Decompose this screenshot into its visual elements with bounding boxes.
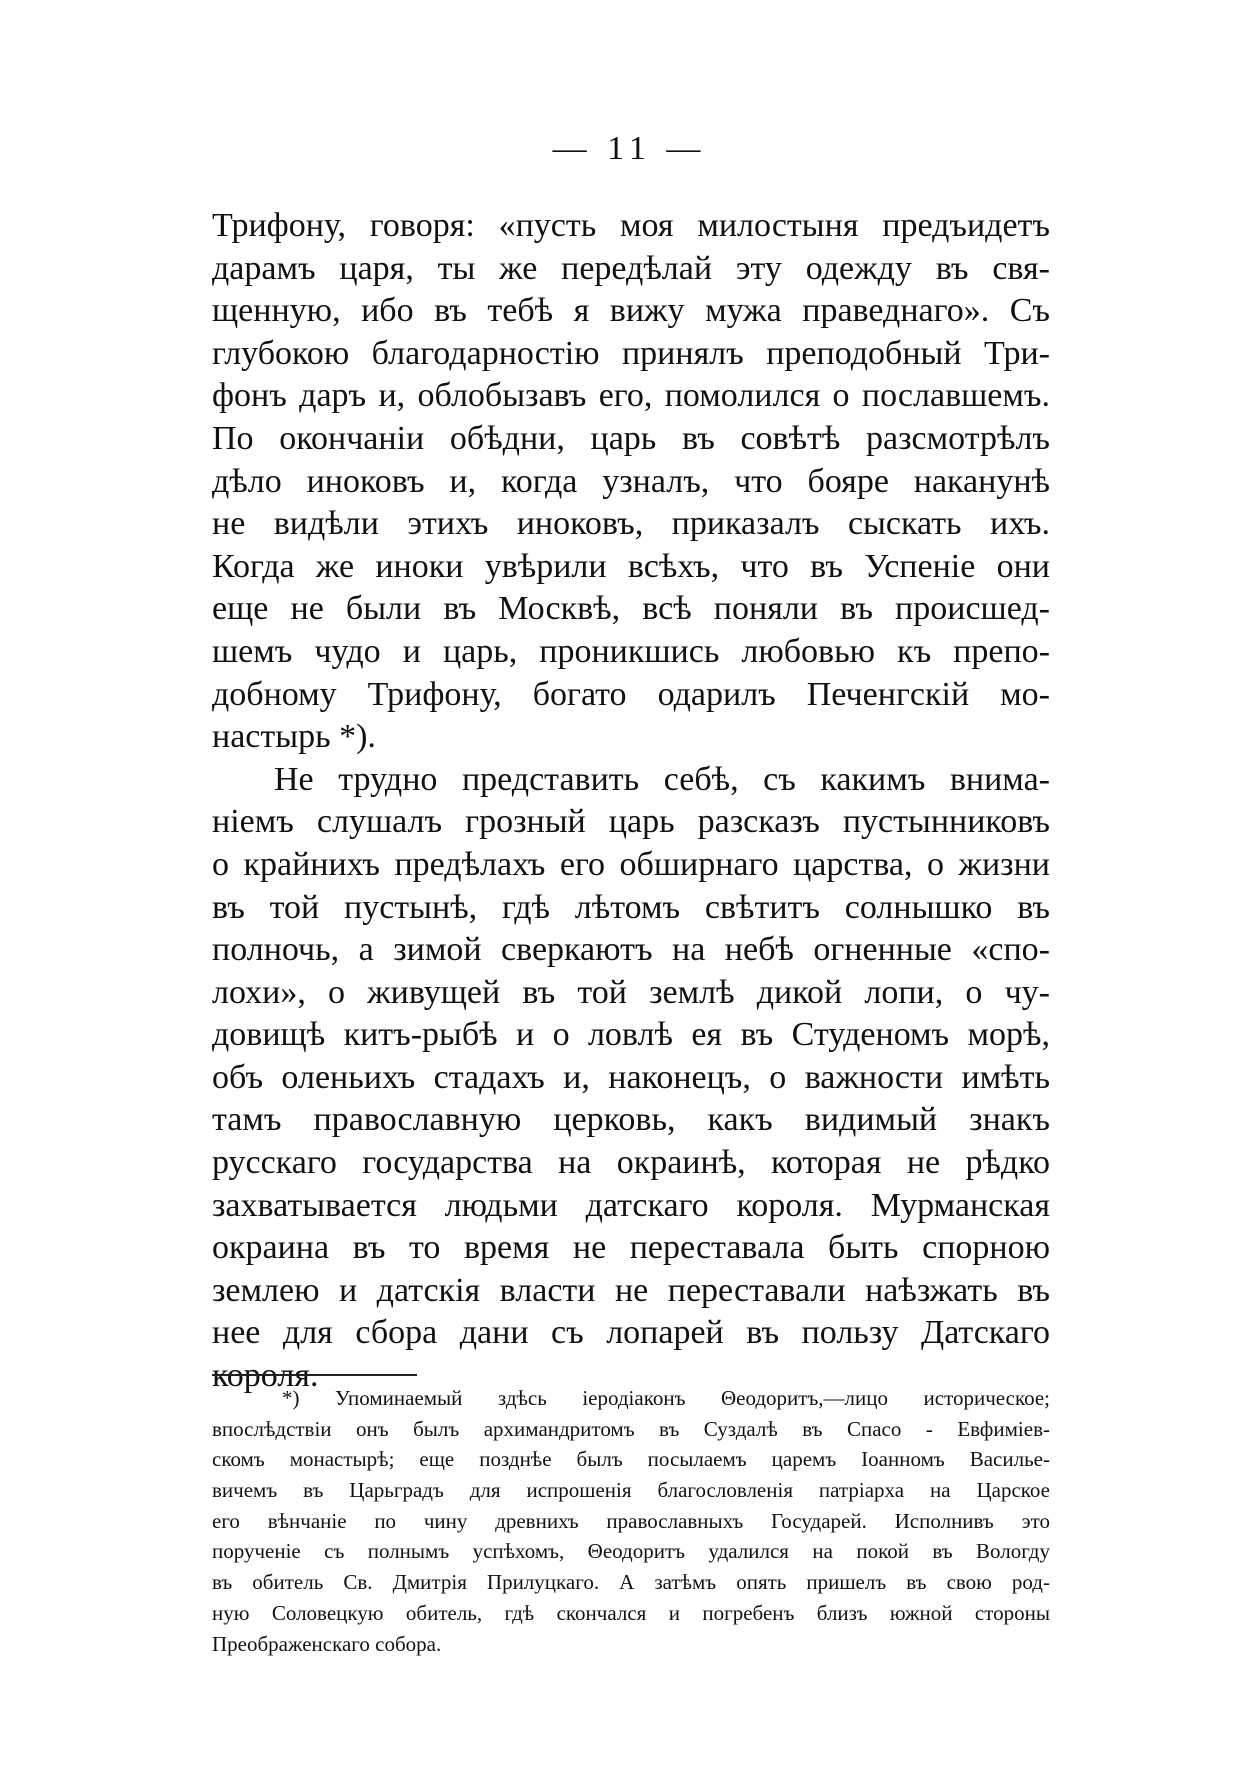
- text-line: настырь *).: [212, 718, 376, 756]
- footnote-line: ную Соловецкую обитель, гдѣ скончался и погребенъ близъ южной стороны: [212, 1600, 1050, 1625]
- text-line: ніемъ слушалъ грозный царь разсказъ пустынниковъ: [212, 803, 1050, 841]
- text-line: довищѣ китъ-рыбѣ и о ловлѣ ея въ Студеномъ морѣ,: [212, 1016, 1050, 1054]
- text-line: о крайнихъ предѣлахъ его обширнаго царства, о жизни: [212, 845, 1050, 883]
- footnote-line: скомъ монастырѣ; еще позднѣе былъ посылаемъ царемъ Іоанномъ Василье-: [212, 1447, 1050, 1472]
- footnote-line: *) Упоминаемый здѣсь іеродіаконъ Θеодоритъ,—лицо историческое;: [282, 1386, 1050, 1410]
- page-number: — 11 —: [552, 130, 707, 167]
- footnote-line: въ обитель Св. Дмитрія Прилуцкаго. А затѣмъ опять пришелъ въ свою род-: [212, 1570, 1050, 1595]
- text-line: Не трудно представить себѣ, съ какимъ внима-: [274, 760, 1050, 798]
- text-line: тамъ православную церковь, какъ видимый знакъ: [212, 1101, 1050, 1139]
- text-line: землею и датскія власти не переставали наѣзжать въ: [212, 1271, 1050, 1309]
- footnote-line: Преображенскаго собора.: [212, 1631, 442, 1656]
- text-line: По окончаніи обѣдни, царь въ совѣтѣ разсмотрѣлъ: [212, 419, 1050, 457]
- footnote: [212, 1383, 1050, 1659]
- text-line: еще не были въ Москвѣ, всѣ поняли въ происшед-: [212, 590, 1050, 628]
- text-line: Когда же иноки увѣрили всѣхъ, что въ Успеніе они: [212, 547, 1050, 585]
- text-line: глубокою благодарностію принялъ преподобный Три-: [212, 334, 1050, 372]
- text-line: объ оленьихъ стадахъ и, наконецъ, о важности имѣть: [212, 1058, 1050, 1096]
- text-line: дѣло иноковъ и, когда узналъ, что бояре наканунѣ: [212, 462, 1050, 500]
- footnote-line: его вѣнчаніе по чину древнихъ православныхъ Государей. Исполнивъ это: [212, 1508, 1050, 1533]
- text-line: нее для сбора дани съ лопарей въ пользу Датскаго: [212, 1314, 1050, 1352]
- text-line: короля.: [212, 1357, 319, 1395]
- text-line: фонъ даръ и, облобызавъ его, помолился о пославшемъ.: [212, 377, 1050, 415]
- text-line: дарамъ царя, ты же передѣлай эту одежду въ свя-: [212, 249, 1050, 287]
- text-line: не видѣли этихъ иноковъ, приказалъ сыскать ихъ.: [212, 505, 1050, 543]
- footnote-line: впослѣдствіи онъ былъ архимандритомъ въ Суздалѣ въ Спасо - Евфиміев-: [212, 1416, 1050, 1441]
- text-line: захватывается людьми датскаго короля. Мурманская: [212, 1186, 1050, 1224]
- footnote-line: порученіе съ полнымъ успѣхомъ, Θеодоритъ удалился на покой въ Вологду: [212, 1539, 1050, 1564]
- text-line: лохи», о живущей въ той землѣ дикой лопи, о чу-: [212, 973, 1050, 1011]
- text-line: Трифону, говоря: «пусть моя милостыня предъидетъ: [212, 207, 1050, 244]
- text-line: въ той пустынѣ, гдѣ лѣтомъ свѣтитъ солнышко въ: [212, 888, 1050, 926]
- text-line: добному Трифону, богато одарилъ Печенгскій мо-: [212, 675, 1050, 713]
- text-line: русскаго государства на окраинѣ, которая не рѣдко: [212, 1144, 1050, 1182]
- text-line: полночь, а зимой сверкаютъ на небѣ огненные «спо-: [212, 931, 1050, 969]
- footnote-divider: [212, 1374, 417, 1376]
- main-text: [212, 205, 1050, 1398]
- text-line: шемъ чудо и царь, проникшись любовью къ препо-: [212, 632, 1050, 670]
- text-line: щенную, ибо въ тебѣ я вижу мужа праведнаго». Съ: [212, 292, 1050, 330]
- text-line: окраина въ то время не переставала быть спорною: [212, 1229, 1050, 1267]
- footnote-line: вичемъ въ Царьградъ для испрошенія благословленія патріарха на Царское: [212, 1478, 1050, 1503]
